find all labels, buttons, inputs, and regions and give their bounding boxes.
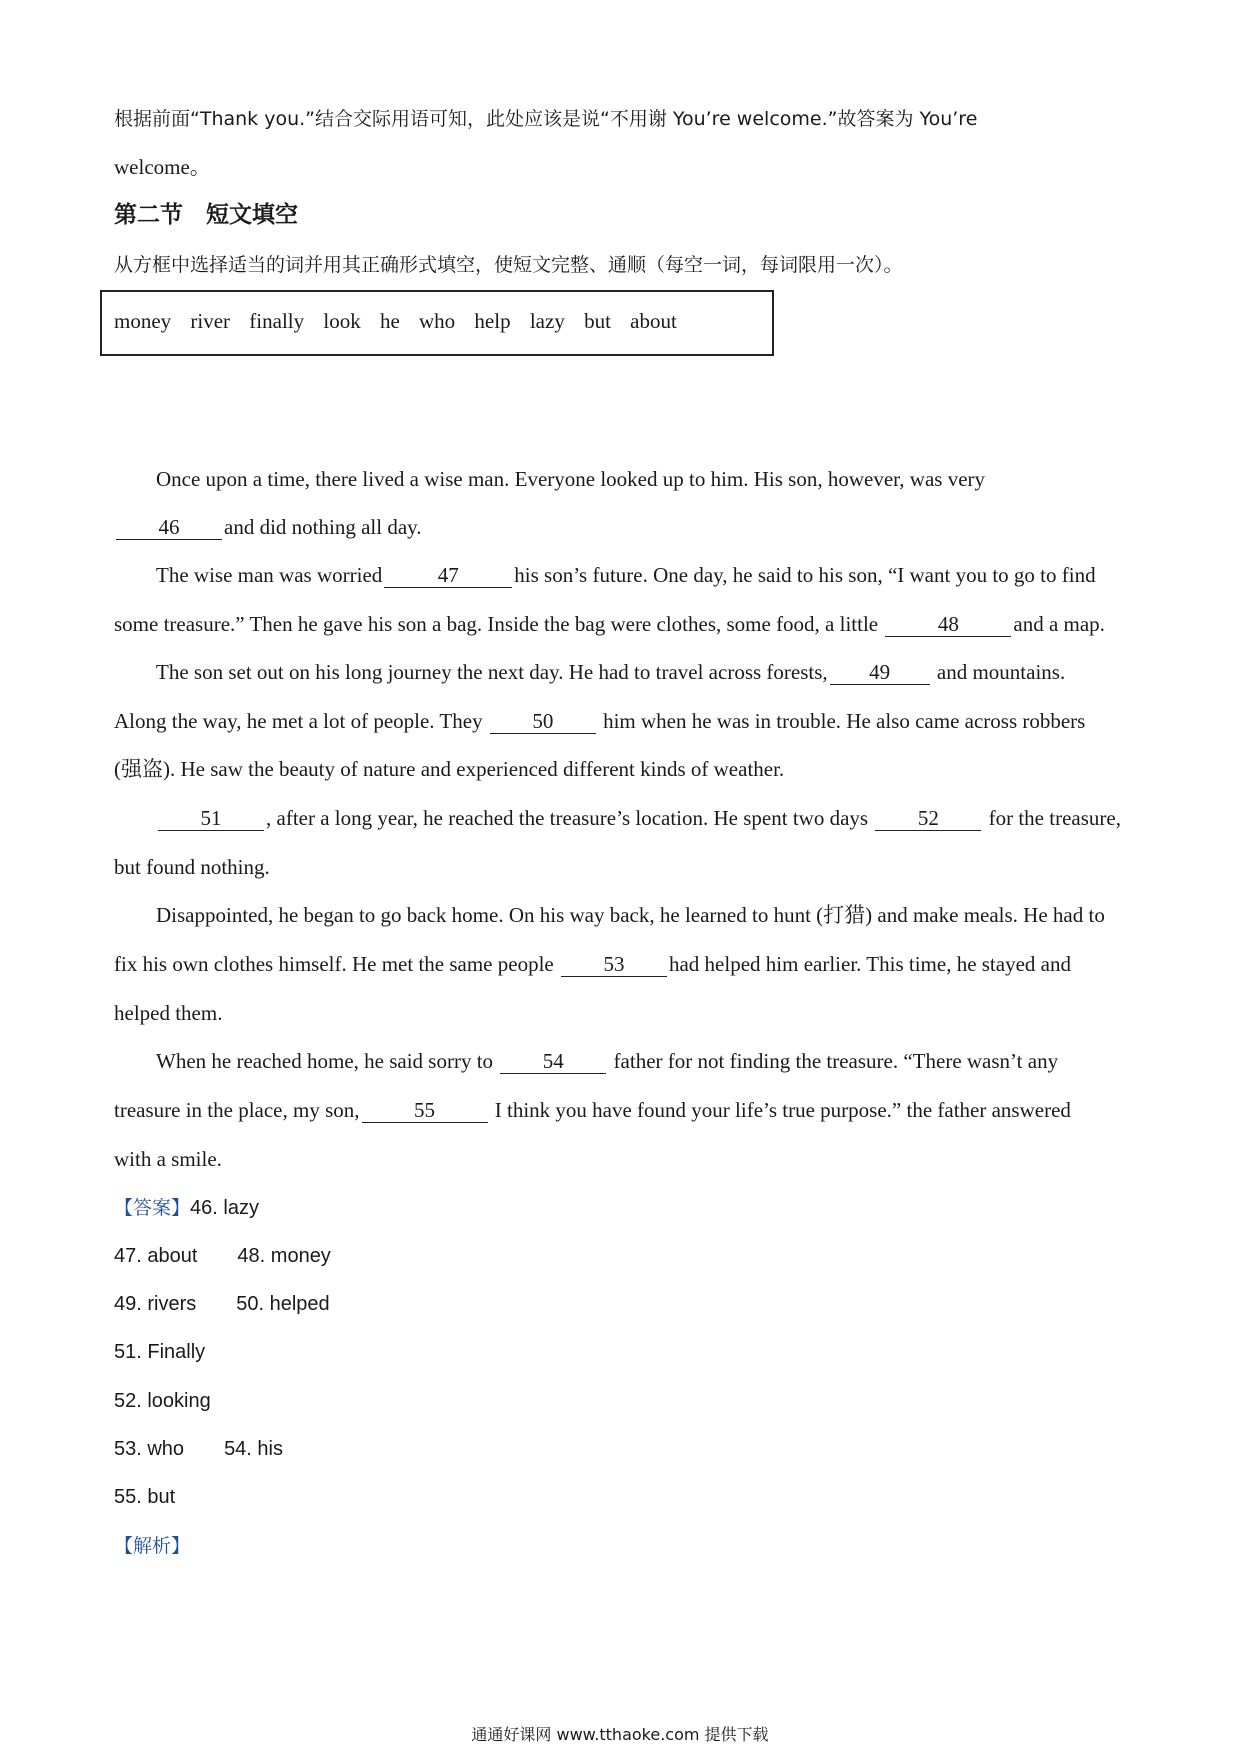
answer-51: 51. Finally	[114, 1341, 206, 1363]
answer-49: 49. rivers	[114, 1293, 197, 1315]
answer-line	[114, 1193, 259, 1223]
passage-text: him when he was in trouble. He also came across robbers	[603, 709, 1086, 733]
answer-line	[114, 1434, 283, 1464]
answer-line	[114, 1241, 331, 1271]
answer-47: 47. about	[114, 1245, 198, 1267]
passage-line	[114, 1144, 222, 1174]
passage-text: with a smile.	[114, 1147, 222, 1171]
passage-text: I think you have found your life’s true purpose.” the father answered	[494, 1098, 1071, 1122]
passage-line	[156, 1046, 1058, 1076]
answer-line	[114, 1289, 330, 1319]
blank-47: 47	[384, 563, 512, 588]
blank-49: 49	[830, 660, 930, 685]
passage-line	[156, 900, 1105, 930]
passage-line	[156, 803, 1121, 833]
passage-line	[156, 657, 1065, 687]
passage-text: fix his own clothes himself. He met the same people	[114, 952, 554, 976]
page-footer: 通通好课网 www.tthaoke.com 提供下载	[471, 1725, 769, 1744]
blank-52: 52	[875, 806, 981, 831]
passage-line	[114, 1095, 1071, 1125]
passage-line	[114, 754, 784, 784]
intro-line-2: welcome。	[114, 155, 211, 179]
passage-text: treasure in the place, my son,	[114, 1098, 360, 1122]
passage-text: but found nothing.	[114, 855, 270, 879]
answer-55: 55. but	[114, 1486, 176, 1508]
passage-text: Disappointed, he began to go back home. On his way back, he learned to hunt (打猎) and make meals. He had to	[156, 903, 1105, 927]
answer-46: 46. lazy	[190, 1197, 259, 1219]
passage-text: helped them.	[114, 1001, 223, 1025]
blank-53: 53	[561, 952, 667, 977]
passage-text: and did nothing all day.	[224, 515, 422, 539]
analysis-tag: 【解析】	[114, 1535, 191, 1557]
section-instruction: 从方框中选择适当的词并用其正确形式填空，使短文完整、通顺（每空一词，每词限用一次）。	[114, 254, 903, 276]
word-bank: money river finally look he who help lazy but about	[114, 309, 677, 333]
answer-53: 53. who	[114, 1438, 185, 1460]
passage-text: (强盗). He saw the beauty of nature and experienced different kinds of weather.	[114, 757, 785, 781]
passage-line	[156, 464, 985, 494]
passage-text: , after a long year, he reached the treasure’s location. He spent two days	[266, 806, 869, 830]
answer-54: 54. his	[224, 1438, 283, 1460]
answer-50: 50. helped	[236, 1293, 330, 1315]
passage-text: and a map.	[1013, 612, 1105, 636]
answer-48: 48. money	[237, 1245, 331, 1267]
passage-text: his son’s future. One day, he said to his son, “I want you to go to find	[514, 563, 1096, 587]
passage-line	[114, 949, 1071, 979]
blank-48: 48	[885, 612, 1011, 637]
blank-55: 55	[362, 1098, 488, 1123]
passage-text: The wise man was worried	[156, 563, 383, 587]
answer-tag: 【答案】	[114, 1197, 191, 1219]
passage-line	[156, 560, 1096, 590]
word-bank-box	[100, 290, 774, 356]
passage-text: for the treasure,	[988, 806, 1121, 830]
blank-46: 46	[116, 515, 222, 540]
intro-line-1: 根据前面“Thank you.”结合交际用语可知，此处应该是说“不用谢 You’re welcome.”故答案为 You’re	[114, 108, 978, 130]
passage-line	[114, 998, 222, 1028]
passage-line	[114, 852, 270, 882]
passage-text: some treasure.” Then he gave his son a bag. Inside the bag were clothes, some food, a little	[114, 612, 879, 636]
passage-text: had helped him earlier. This time, he stayed and	[668, 952, 1071, 976]
passage-text: father for not finding the treasure. “There wasn’t any	[613, 1049, 1059, 1073]
passage-text: Once upon a time, there lived a wise man. Everyone looked up to him. His son, however, was very	[156, 467, 986, 491]
section-title: 第二节 短文填空	[114, 202, 298, 228]
passage-line	[114, 609, 1105, 639]
blank-50: 50	[490, 709, 596, 734]
passage-line	[114, 706, 1085, 736]
passage-text: The son set out on his long journey the next day. He had to travel across forests,	[156, 660, 828, 684]
blank-51: 51	[158, 806, 264, 831]
passage-text: When he reached home, he said sorry to	[156, 1049, 494, 1073]
passage-text: Along the way, he met a lot of people. They	[114, 709, 483, 733]
blank-54: 54	[500, 1049, 606, 1074]
answer-52: 52. looking	[114, 1390, 211, 1412]
passage-text: and mountains.	[936, 660, 1066, 684]
passage-line	[114, 512, 422, 542]
